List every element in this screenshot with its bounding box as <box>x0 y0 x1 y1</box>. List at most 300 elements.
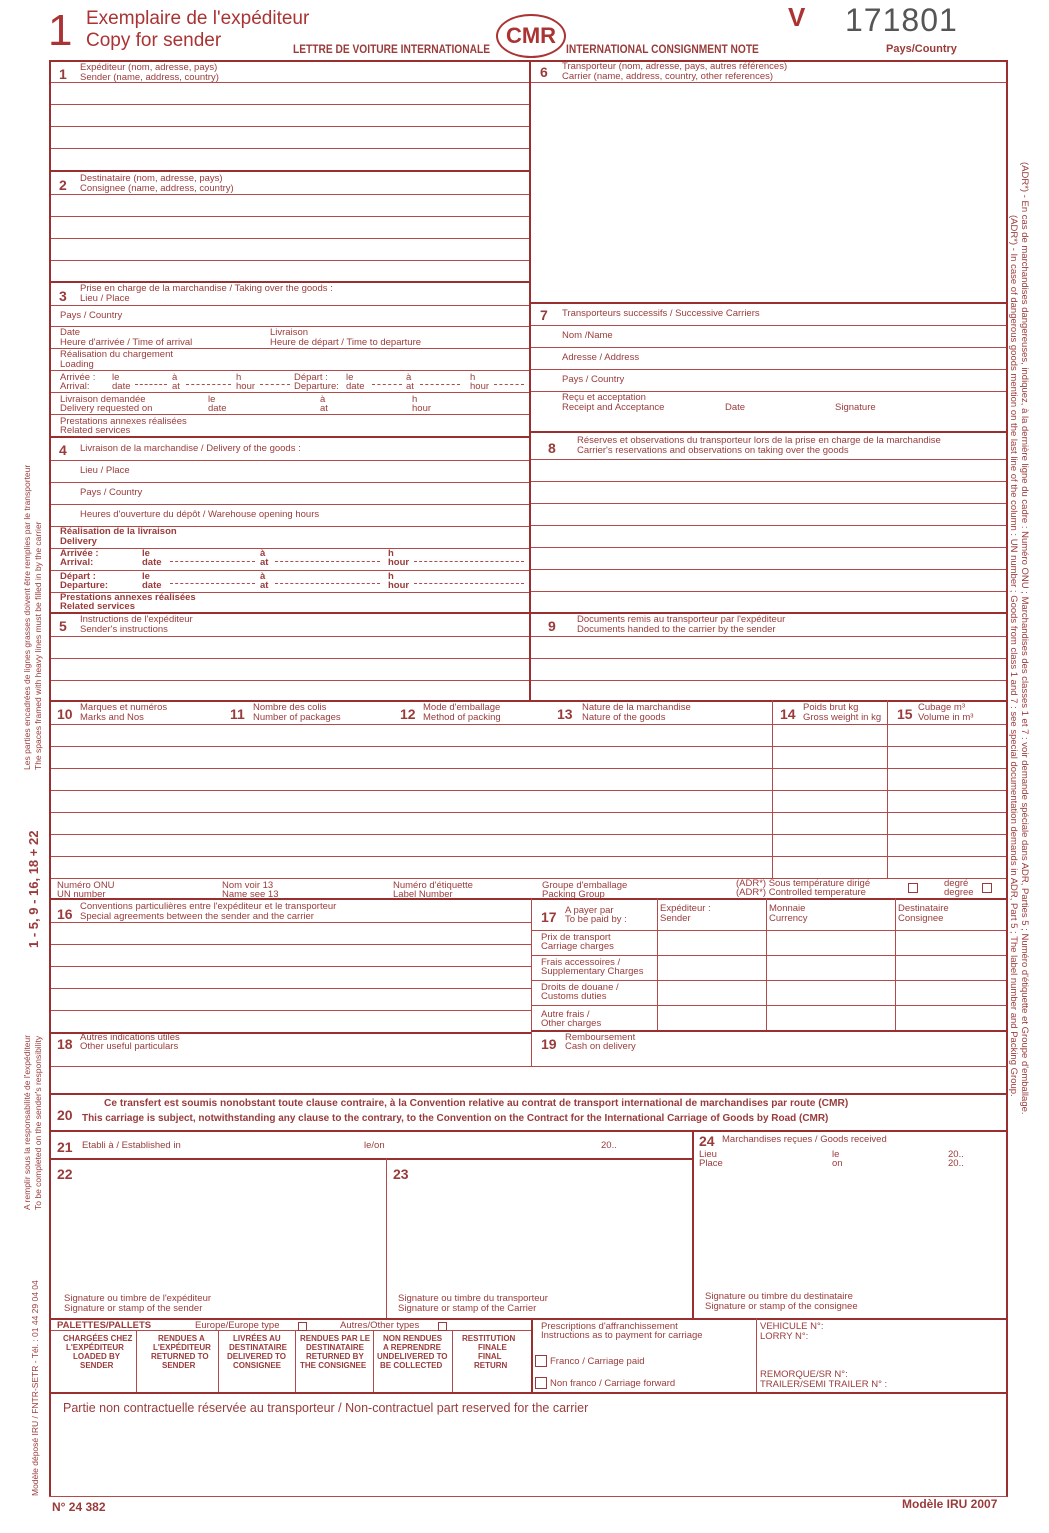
col-divider <box>295 1330 296 1392</box>
side-left-5: Modèle déposé IRU / FNTR-SETR - Tél. : 01 44 29 04 04 <box>30 1280 40 1496</box>
col-divider <box>373 1330 374 1392</box>
col-divider <box>452 1330 453 1392</box>
rule <box>51 482 529 483</box>
box22-sig-en: Signature or stamp of the sender <box>64 1303 203 1314</box>
box17-exp: Expéditeur : <box>660 903 711 914</box>
pallet-col-line: L'EXPÉDITEUR <box>153 1343 211 1352</box>
box24-lieu: Lieu <box>699 1149 717 1160</box>
rule <box>51 834 1006 835</box>
box4-prest-en: Related services <box>60 601 135 612</box>
goods-top <box>51 700 1006 702</box>
box2-label-fr: Destinataire (nom, adresse, pays) <box>80 173 223 184</box>
box4-dep: Départ : <box>60 571 96 582</box>
box13-en: Nature of the goods <box>582 712 666 723</box>
dash-line <box>170 583 255 584</box>
box14-fr: Poids brut kg <box>803 702 859 713</box>
box21-leon: le/on <box>364 1140 385 1151</box>
box17-douane: Droits de douane / <box>541 982 619 993</box>
box4-date: date <box>142 557 162 568</box>
col-divider <box>772 700 773 878</box>
rule <box>51 1158 692 1160</box>
box4-at: at <box>260 557 269 568</box>
rule <box>51 148 529 149</box>
box3-loading: Loading <box>60 359 94 370</box>
rule <box>51 1093 1006 1095</box>
pallet-col-line: SENDER <box>80 1361 114 1370</box>
box17-fr: A payer par <box>565 905 614 916</box>
rule <box>531 930 1006 931</box>
cmr-logo: CMR <box>496 14 566 58</box>
pallet-col-line: FINAL <box>478 1352 502 1361</box>
side-right-1: (ADR*) - En cas de marchandises dangereuses, indiquez, à la dernière ligne du cadre : Numéro ONU ; Marchandises des classes 1 et 7 : voir demande spéciale dans ADR, Parties 5 ; Numéro d'étiquette et Groupe d'emballage. <box>1019 162 1030 1115</box>
autres-checkbox[interactable] <box>438 1322 447 1331</box>
box4-arr-en: Arrival: <box>60 557 94 568</box>
side-right-2: (ADR*) - In case of dangerous goods mention on the last line of the column : UN number ; Goods from class 1 and 7 : see special documentation demands in ADR, Part 5 ; The label number and Packing Group. <box>1008 215 1019 1097</box>
box1-label-fr: Expéditeur (nom, adresse, pays) <box>80 62 218 73</box>
side-left-3: A remplir sous la responsabilité de l'expéditeur <box>22 1034 32 1210</box>
box11-en: Number of packages <box>253 712 341 723</box>
box-number: 17 <box>541 909 557 925</box>
pallet-col-line: DESTINATAIRE <box>229 1343 287 1352</box>
box24-y1: 20.. <box>948 1149 964 1160</box>
box12-fr: Mode d'emballage <box>423 702 501 713</box>
box3-label-fr: Prise en charge de la marchandise / Taking over the goods : <box>80 283 333 294</box>
box3-hour: hour <box>236 381 256 392</box>
box-number: 7 <box>540 307 548 323</box>
pallet-col-line: DELIVERED TO <box>227 1352 286 1361</box>
lorry-label: LORRY N°: <box>760 1331 809 1342</box>
dash-line <box>414 561 524 562</box>
box22-sig-fr: Signature ou timbre de l'expéditeur <box>64 1293 212 1304</box>
box4-hour2: hour <box>388 580 410 591</box>
box24-place: Place <box>699 1158 723 1169</box>
side-left-nums: 1 - 5, 9 - 16, 18 + 22 <box>26 830 41 948</box>
box4-a: à <box>260 548 266 559</box>
rule <box>51 1130 1006 1132</box>
adr-packing: Packing Group <box>542 889 605 900</box>
rule <box>51 260 529 261</box>
remorque-label: REMORQUE/SR N°: <box>760 1369 848 1380</box>
box3-arr-label-en: Arrival: <box>60 381 90 392</box>
box3-a: à <box>172 372 178 383</box>
box7-pays: Pays / Country <box>562 374 625 385</box>
dash-line <box>275 583 380 584</box>
franco-label: Franco / Carriage paid <box>550 1356 645 1367</box>
pallet-col-line: DESTINATAIRE <box>306 1343 364 1352</box>
pallet-col-line: FINALE <box>478 1343 507 1352</box>
pallet-col-line: RENDUES PAR LE <box>300 1334 371 1343</box>
box7-recu: Reçu et acceptation <box>562 392 646 403</box>
box3-prest-en: Related services <box>60 425 131 436</box>
rule <box>51 305 529 306</box>
box7-nom: Nom /Name <box>562 330 613 341</box>
dash-line <box>372 384 402 385</box>
box-number: 2 <box>59 177 67 193</box>
box-number: 20 <box>57 1107 73 1123</box>
adr-groupe: Groupe d'emballage <box>542 880 628 891</box>
box4-hour: hour <box>388 557 410 568</box>
box3-livraison: Livraison <box>270 327 309 338</box>
box3-departure-time: Heure de départ / Time to departure <box>270 337 422 348</box>
box-number: 15 <box>897 706 913 722</box>
rule <box>51 1066 1006 1067</box>
rule <box>531 459 1006 460</box>
box15-fr: Cubage m³ <box>918 702 965 713</box>
box24-label: Marchandises reçues / Goods received <box>722 1134 887 1145</box>
box-number: 13 <box>557 706 573 722</box>
pallet-col-line: NON RENDUES <box>383 1334 443 1343</box>
rule <box>51 746 1006 747</box>
box9-label-en: Documents handed to the carrier by the sender <box>577 624 776 635</box>
pallet-col-line: CHARGÉES CHEZ <box>63 1334 133 1343</box>
col-divider <box>692 1130 694 1318</box>
adr-name: Name see 13 <box>222 889 279 900</box>
rule <box>531 980 1006 981</box>
box3-dep-label: Départ : <box>294 372 328 383</box>
box3-hour2: hour <box>470 381 490 392</box>
pallets-title: PALETTES/PALLETS <box>57 1320 152 1331</box>
box19-fr: Remboursement <box>565 1032 636 1043</box>
box17-monnaie: Monnaie <box>769 903 806 914</box>
box17-frais-en: Supplementary Charges <box>541 966 644 977</box>
box3-liv-dem: Livraison demandée <box>60 394 146 405</box>
intl-title: INTERNATIONAL CONSIGNMENT NOTE <box>566 42 759 56</box>
box-number: 22 <box>57 1166 73 1182</box>
rule <box>51 370 529 371</box>
box3-date-w2: date <box>346 381 365 392</box>
rule <box>531 955 1006 956</box>
box6-label-en: Carrier (name, address, country, other references) <box>562 71 774 82</box>
col-divider <box>136 1330 137 1392</box>
box3-date-w: date <box>112 381 131 392</box>
title-fr: Exemplaire de l'expéditeur <box>86 8 310 29</box>
pallet-col-line: RETURN <box>474 1361 508 1370</box>
rule <box>51 1010 531 1011</box>
box17-currency: Currency <box>769 913 808 924</box>
box-number: 12 <box>400 706 416 722</box>
serial-number: 171801 <box>845 2 958 38</box>
rule <box>531 302 1006 304</box>
box24-on: on <box>832 1158 843 1169</box>
box20-en: This carriage is subject, notwithstanding any clause to the contrary, to the Convention on the Contract for the International Carriage of Goods by Road (CMR) <box>82 1112 829 1124</box>
rule <box>51 768 1006 769</box>
rule <box>51 812 1006 813</box>
box21-year: 20.. <box>601 1140 617 1151</box>
box-number: 8 <box>548 440 556 456</box>
box3-le3: le <box>208 394 216 405</box>
box1-label-en: Sender (name, address, country) <box>80 72 219 83</box>
rule <box>51 104 529 105</box>
dash-line <box>494 384 524 385</box>
box10-fr: Marques et numéros <box>80 702 168 713</box>
box24-y2: 20.. <box>948 1158 964 1169</box>
box4-heures: Heures d'ouverture du dépôt / Warehouse opening hours <box>80 509 320 520</box>
box2-label-en: Consignee (name, address, country) <box>80 183 234 194</box>
rule <box>531 481 1006 482</box>
rule <box>531 369 1006 370</box>
box-number: 24 <box>699 1133 715 1149</box>
box3-dep-label-en: Departure: <box>294 381 339 392</box>
pays-country: Pays/Country <box>886 43 957 55</box>
box3-h3: h <box>412 394 418 405</box>
europe-checkbox[interactable] <box>298 1322 307 1331</box>
box-number: 16 <box>57 906 73 922</box>
pallet-col-line: LOADED BY <box>73 1352 121 1361</box>
box3-a2: à <box>406 372 412 383</box>
rule <box>51 898 1006 900</box>
adr-nom: Nom voir 13 <box>222 880 274 891</box>
pallet-col-line: RETURNED TO <box>151 1352 209 1361</box>
box5-label-en: Sender's instructions <box>80 624 168 635</box>
nonfranco-checkbox[interactable] <box>535 1377 547 1389</box>
rule <box>51 1392 1006 1394</box>
box3-h: h <box>236 372 242 383</box>
rule <box>531 325 1006 326</box>
rule <box>51 856 1006 857</box>
dash-line <box>186 384 231 385</box>
box11-fr: Nombre des colis <box>253 702 327 713</box>
col-divider <box>895 898 896 1030</box>
box6-label-fr: Transporteur (nom, adresse, pays, autres références) <box>562 61 788 72</box>
pallet-col-line: BE COLLECTED <box>380 1361 443 1370</box>
box-number: 19 <box>541 1036 557 1052</box>
side-left-4: To be completed on the sender's responsibility <box>33 1035 43 1210</box>
adr-etiq: Numéro d'étiquette <box>393 880 473 891</box>
rule <box>51 724 1006 725</box>
rule <box>531 658 1006 659</box>
box-number: 10 <box>57 706 73 722</box>
box3-at3: at <box>320 403 328 414</box>
box4-prest: Prestations annexes réalisées <box>60 592 196 603</box>
box4-pays: Pays / Country <box>80 487 143 498</box>
franco-checkbox[interactable] <box>535 1355 547 1367</box>
adr-temp-en: (ADR*) Controlled temperature <box>736 887 866 898</box>
box7-signature: Signature <box>835 402 876 413</box>
box3-realisation: Réalisation du chargement <box>60 349 174 360</box>
col-divider <box>887 700 888 878</box>
divider-mid <box>529 60 531 700</box>
col-divider <box>386 1158 387 1318</box>
box3-date-w3: date <box>208 403 227 414</box>
box7-adresse: Adresse / Address <box>562 352 640 363</box>
temp-checkbox[interactable] <box>908 883 918 893</box>
box17-dest: Destinataire <box>898 903 949 914</box>
dash-line <box>135 384 167 385</box>
box3-le: le <box>112 372 120 383</box>
box3-at2: at <box>406 381 414 392</box>
box24-sig-en: Signature or stamp of the consignee <box>705 1301 858 1312</box>
box3-liv-dem-en: Delivery requested on <box>60 403 153 414</box>
pallet-col-line: LIVRÉES AU <box>233 1334 281 1343</box>
title-en: Copy for sender <box>86 30 222 51</box>
box17-autre: Autre frais / <box>541 1009 590 1020</box>
box4-real: Réalisation de la livraison <box>60 526 177 537</box>
box-number: 5 <box>59 618 67 634</box>
frame-left <box>49 60 51 1497</box>
rule <box>51 790 1006 791</box>
box8-label-fr: Réserves et observations du transporteur lors de la prise en charge de la marchandise <box>577 435 941 446</box>
carrier-part-label: Partie non contractuelle réservée au transporteur / Non-contractuel part reserved for the carrier <box>63 1401 589 1415</box>
degree-checkbox[interactable] <box>982 883 992 893</box>
rule <box>531 547 1006 548</box>
box17-sender: Sender <box>660 913 691 924</box>
col-divider <box>218 1330 219 1392</box>
box23-sig-fr: Signature ou timbre du transporteur <box>398 1293 548 1304</box>
pallet-col-line: RENDUES A <box>158 1334 205 1343</box>
rule <box>51 988 531 989</box>
box7-label: Transporteurs successifs / Successive Carriers <box>562 308 760 319</box>
box3-pays: Pays / Country <box>60 310 123 321</box>
box-number: 3 <box>59 288 67 304</box>
box4-at2: at <box>260 580 269 591</box>
box-number: 18 <box>57 1036 73 1052</box>
pallet-col-line: SENDER <box>162 1361 196 1370</box>
box7-date: Date <box>725 402 746 413</box>
box3-h2: h <box>470 372 476 383</box>
box3-a3: à <box>320 394 326 405</box>
rule <box>531 591 1006 592</box>
box17-en: To be paid by : <box>565 914 627 925</box>
rule <box>51 966 531 967</box>
pallet-col-line: L'EXPÉDITEUR <box>66 1343 124 1352</box>
rule <box>51 944 531 945</box>
box-number: 4 <box>59 442 67 458</box>
box4-arr: Arrivée : <box>60 548 99 559</box>
box19-en: Cash on delivery <box>565 1041 636 1052</box>
col-divider <box>766 898 767 1030</box>
box-number: 1 <box>59 66 67 82</box>
presc-fr: Prescriptions d'affranchissement <box>541 1321 678 1332</box>
col-divider <box>531 1318 533 1392</box>
rule <box>51 548 529 549</box>
rule <box>51 680 529 681</box>
rule <box>51 504 529 505</box>
box13-fr: Nature de la marchandise <box>582 702 691 713</box>
box15-en: Volume in m³ <box>918 712 974 723</box>
box3-prest: Prestations annexes réalisées <box>60 416 187 427</box>
box12-en: Method of packing <box>423 712 501 723</box>
frame-bottom <box>49 1496 1007 1497</box>
box3-arrival-time: Heure d'arrivée / Time of arrival <box>60 337 193 348</box>
rule <box>531 525 1006 526</box>
rule <box>531 1005 1006 1006</box>
rule <box>51 460 529 461</box>
box18-en: Other useful particulars <box>80 1041 179 1052</box>
box17-consignee: Consignee <box>898 913 944 924</box>
box24-le: le <box>832 1149 840 1160</box>
adr-label: Label Number <box>393 889 453 900</box>
model-label: Modèle IRU 2007 <box>902 1497 998 1511</box>
dash-line <box>420 384 460 385</box>
rule <box>51 392 529 393</box>
box3-le2: le <box>346 372 354 383</box>
dash-line <box>414 583 524 584</box>
rule <box>51 170 529 172</box>
rule <box>51 216 529 217</box>
box18-fr: Autres indications utiles <box>80 1032 180 1043</box>
box17-frais: Frais accessoires / <box>541 957 621 968</box>
box-number: 23 <box>393 1166 409 1182</box>
box17-douane-en: Customs duties <box>541 991 607 1002</box>
pallet-col-line: UNDELIVERED TO <box>377 1352 448 1361</box>
pallet-col-line: A REPRENDRE <box>383 1343 441 1352</box>
box-number: 21 <box>57 1139 73 1155</box>
pallet-col-line: RETURNED BY <box>306 1352 364 1361</box>
box3-hour3: hour <box>412 403 432 414</box>
box17-autre-en: Other charges <box>541 1018 602 1029</box>
dash-line <box>170 561 255 562</box>
box17-prix: Prix de transport <box>541 932 611 943</box>
box4-label: Livraison de la marchandise / Delivery of the goods : <box>80 443 301 454</box>
box5-label-fr: Instructions de l'expéditeur <box>80 614 193 625</box>
rule <box>531 680 1006 681</box>
pallet-col-line: THE CONSIGNEE <box>300 1361 367 1370</box>
box4-real-en: Delivery <box>60 536 97 547</box>
pallet-col-line: RESTITUTION <box>462 1334 516 1343</box>
box4-lieu: Lieu / Place <box>80 465 130 476</box>
adr-degre: degré <box>944 878 969 889</box>
rule <box>51 570 529 571</box>
pallets-autres: Autres/Other types <box>340 1320 420 1331</box>
col-divider <box>531 898 532 1066</box>
box4-le: le <box>142 548 150 559</box>
box23-sig-en: Signature or stamp of the Carrier <box>398 1303 537 1314</box>
pallets-europe: Europe/Europe type <box>195 1320 280 1331</box>
rule <box>51 126 529 127</box>
rule <box>51 922 531 923</box>
rule <box>51 238 529 239</box>
box4-dep-en: Departure: <box>60 580 109 591</box>
box16-en: Special agreements between the sender and the carrier <box>80 911 314 922</box>
box3-label-en: Lieu / Place <box>80 293 130 304</box>
box7-recu-en: Receipt and Acceptance <box>562 402 665 413</box>
copy-number: 1 <box>48 6 73 55</box>
rule <box>531 82 1006 83</box>
adr-un: UN number <box>57 889 106 900</box>
box3-arr-label: Arrivée : <box>60 372 96 383</box>
vehicule-label: VEHICULE N°: <box>760 1321 824 1332</box>
box24-sig-fr: Signature ou timbre du destinataire <box>705 1291 853 1302</box>
presc-en: Instructions as to payment for carriage <box>541 1330 703 1341</box>
rule <box>51 436 529 438</box>
dash-line <box>260 384 290 385</box>
box4-le2: le <box>142 571 150 582</box>
box3-date: Date <box>60 327 81 338</box>
adr-degree: degree <box>944 887 974 898</box>
box4-h: h <box>388 548 394 559</box>
form-number: N° 24 382 <box>52 1500 106 1514</box>
rule <box>531 347 1006 348</box>
side-left-1: Les parties encadrées de lignes grasses doivent être remplies par le transporteur <box>22 464 32 770</box>
box-number: 11 <box>230 706 245 722</box>
rule <box>531 431 1006 433</box>
nonfranco-label: Non franco / Carriage forward <box>550 1378 676 1389</box>
box4-h2: h <box>388 571 394 582</box>
col-divider <box>756 1318 757 1392</box>
box4-a2: à <box>260 571 266 582</box>
col-divider <box>657 898 658 1030</box>
rule <box>51 636 529 637</box>
trailer-label: TRAILER/SEMI TRAILER N° : <box>760 1379 888 1390</box>
side-left-2: The spaces framed with heavy lines must be filled in by the carrier <box>33 521 43 770</box>
pallet-col-line: CONSIGNEE <box>233 1361 282 1370</box>
box16-fr: Conventions particulières entre l'expéditeur et le transporteur <box>80 901 337 912</box>
dash-line <box>275 561 380 562</box>
box20-fr: Ce transfert est soumis nonobstant toute clause contraire, à la Convention relative au contrat de transport international de marchandises par route (CMR) <box>104 1097 849 1109</box>
box8-label-en: Carrier's reservations and observations on taking over the goods <box>577 445 849 456</box>
box17-prix-en: Carriage charges <box>541 941 614 952</box>
box-number: 6 <box>540 64 548 80</box>
